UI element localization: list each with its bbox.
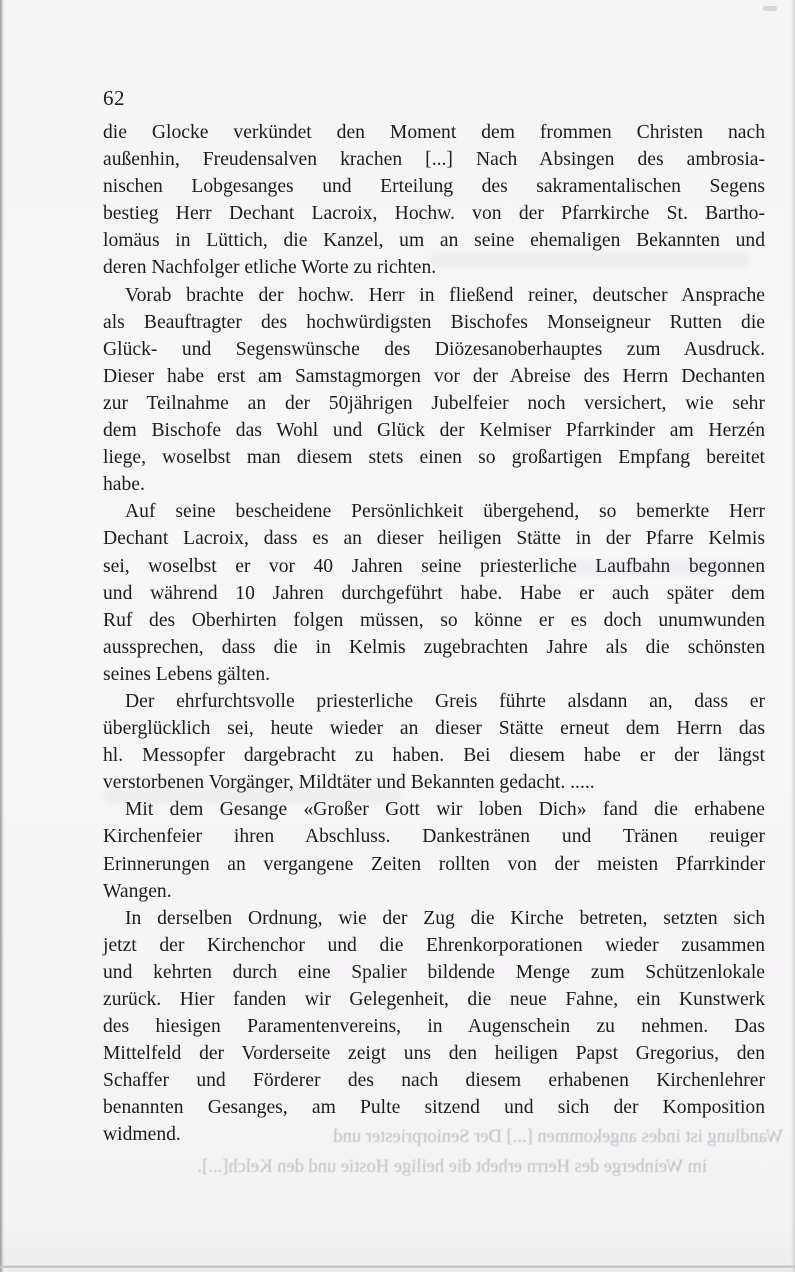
text-line: Dieser habe erst am Samstagmorgen vor der Abreise des Herrn Dechanten xyxy=(103,365,765,387)
bleedthrough-text-line: Wandlung ist indes angekommen [...] Der Seniorpriester und xyxy=(333,1127,783,1147)
bleedthrough-smudge xyxy=(560,560,750,576)
text-line: benannten Gesanges, am Pulte sitzend und sich der Komposition xyxy=(103,1097,765,1119)
text-line: deren Nachfolger etliche Worte zu richten. xyxy=(103,257,437,279)
text-line: Vorab brachte der hochw. Herr in fließend reiner, deutscher Ansprache xyxy=(125,284,765,306)
text-line: widmend. xyxy=(103,1124,181,1146)
text-line: Glück- und Segenswünsche des Diözesanoberhauptes zum Ausdruck. xyxy=(103,338,765,360)
text-line: seines Lebens gälten. xyxy=(103,663,271,685)
text-line: habe. xyxy=(103,474,145,496)
paragraph xyxy=(103,796,765,904)
text-line: und während 10 Jahren durchgeführt habe. Habe er auch später dem xyxy=(103,582,765,604)
text-line: außenhin, Freudensalven krachen [...] Nach Absingen des ambrosia- xyxy=(103,149,765,171)
text-line: Auf seine bescheidene Persönlichkeit übergehend, so bemerkte Herr xyxy=(125,501,765,523)
text-line: In derselben Ordnung, wie der Zug die Kirche betreten, setzten sich xyxy=(125,907,765,929)
paragraph xyxy=(103,498,765,688)
bleedthrough-smudge xyxy=(103,788,403,804)
text-line: Mit dem Gesange «Großer Gott wir loben Dich» fand die erhabene xyxy=(125,799,765,821)
scan-edge-left xyxy=(0,0,4,1272)
text-line: und kehrten durch eine Spalier bildende Menge zum Schützenlokale xyxy=(103,961,765,983)
text-line: die Glocke verkündet den Moment dem frommen Christen nach xyxy=(103,122,765,143)
text-line: überglücklich sei, heute wieder an dieser Stätte erneut dem Herrn das xyxy=(103,718,765,740)
paragraph xyxy=(103,282,765,499)
text-line: Schaffer und Förderer des nach diesem erhabenen Kirchenlehrer xyxy=(103,1070,765,1092)
text-line: Erinnerungen an vergangene Zeiten rollten von der meisten Pfarrkinder xyxy=(103,853,765,875)
text-line: dem Bischofe das Wohl und Glück der Kelmiser Pfarrkinder am Herzén xyxy=(103,420,765,442)
scan-edge-bottom xyxy=(0,1265,795,1268)
text-line: sei, woselbst er vor 40 Jahren seine priesterliche Laufbahn begonnen xyxy=(103,555,765,577)
text-line: Mittelfeld der Vorderseite zeigt uns den heiligen Papst Gregorius, den xyxy=(103,1043,765,1065)
text-line: Der ehrfurchtsvolle priesterliche Greis führte alsdann an, dass er xyxy=(125,690,765,712)
text-line: liege, woselbst man diesem stets einen so großartigen Empfang bereitet xyxy=(103,447,765,469)
scan-artifact-mark xyxy=(763,6,777,11)
text-line: lomäus in Lüttich, die Kanzel, um an seine ehemaligen Bekannten und xyxy=(103,230,765,252)
text-line: zurück. Hier fanden wir Gelegenheit, die neue Fahne, ein Kunstwerk xyxy=(103,989,765,1010)
text-line: verstorbenen Vorgänger, Mildtäter und Bekannten gedacht. ..... xyxy=(103,772,595,794)
text-line: aussprechen, dass die in Kelmis zugebrachten Jahre als die schönsten xyxy=(103,636,765,658)
bleedthrough-smudge xyxy=(430,252,750,268)
page-number: 62 xyxy=(103,86,125,110)
text-line: nischen Lobgesanges und Erteilung des sakramentalischen Segens xyxy=(103,176,765,198)
text-line: hl. Messopfer dargebracht zu haben. Bei diesem habe er der längst xyxy=(103,745,765,767)
text-line: bestieg Herr Dechant Lacroix, Hochw. von der Pfarrkirche St. Bartho- xyxy=(103,203,765,225)
text-line: Ruf des Oberhirten folgen müssen, so könne er es doch unumwunden xyxy=(103,609,765,631)
scan-edge-right xyxy=(791,0,795,1272)
paragraph xyxy=(103,688,765,796)
text-line: Wangen. xyxy=(103,880,172,902)
bleedthrough-text-line: im Weinberge des Herrn erhebt die heilige Hostie und den Kelch[...]. xyxy=(197,1157,707,1177)
text-line: Dechant Lacroix, dass es an dieser heiligen Stätte in der Pfarre Kelmis xyxy=(103,528,765,550)
text-line: jetzt der Kirchenchor und die Ehrenkorporationen wieder zusammen xyxy=(103,934,765,956)
text-line: als Beauftragter des hochwürdigsten Bischofes Monseigneur Rutten die xyxy=(103,311,765,333)
text-line: des hiesigen Paramentenvereins, in Augenschein zu nehmen. Das xyxy=(103,1016,765,1038)
text-line: Kirchenfeier ihren Abschluss. Dankestränen und Tränen reuiger xyxy=(103,826,765,848)
body-text-block xyxy=(103,119,765,1149)
paragraph xyxy=(103,905,765,1149)
text-line: zur Teilnahme an der 50jährigen Jubelfeier noch versichert, wie sehr xyxy=(103,392,765,414)
